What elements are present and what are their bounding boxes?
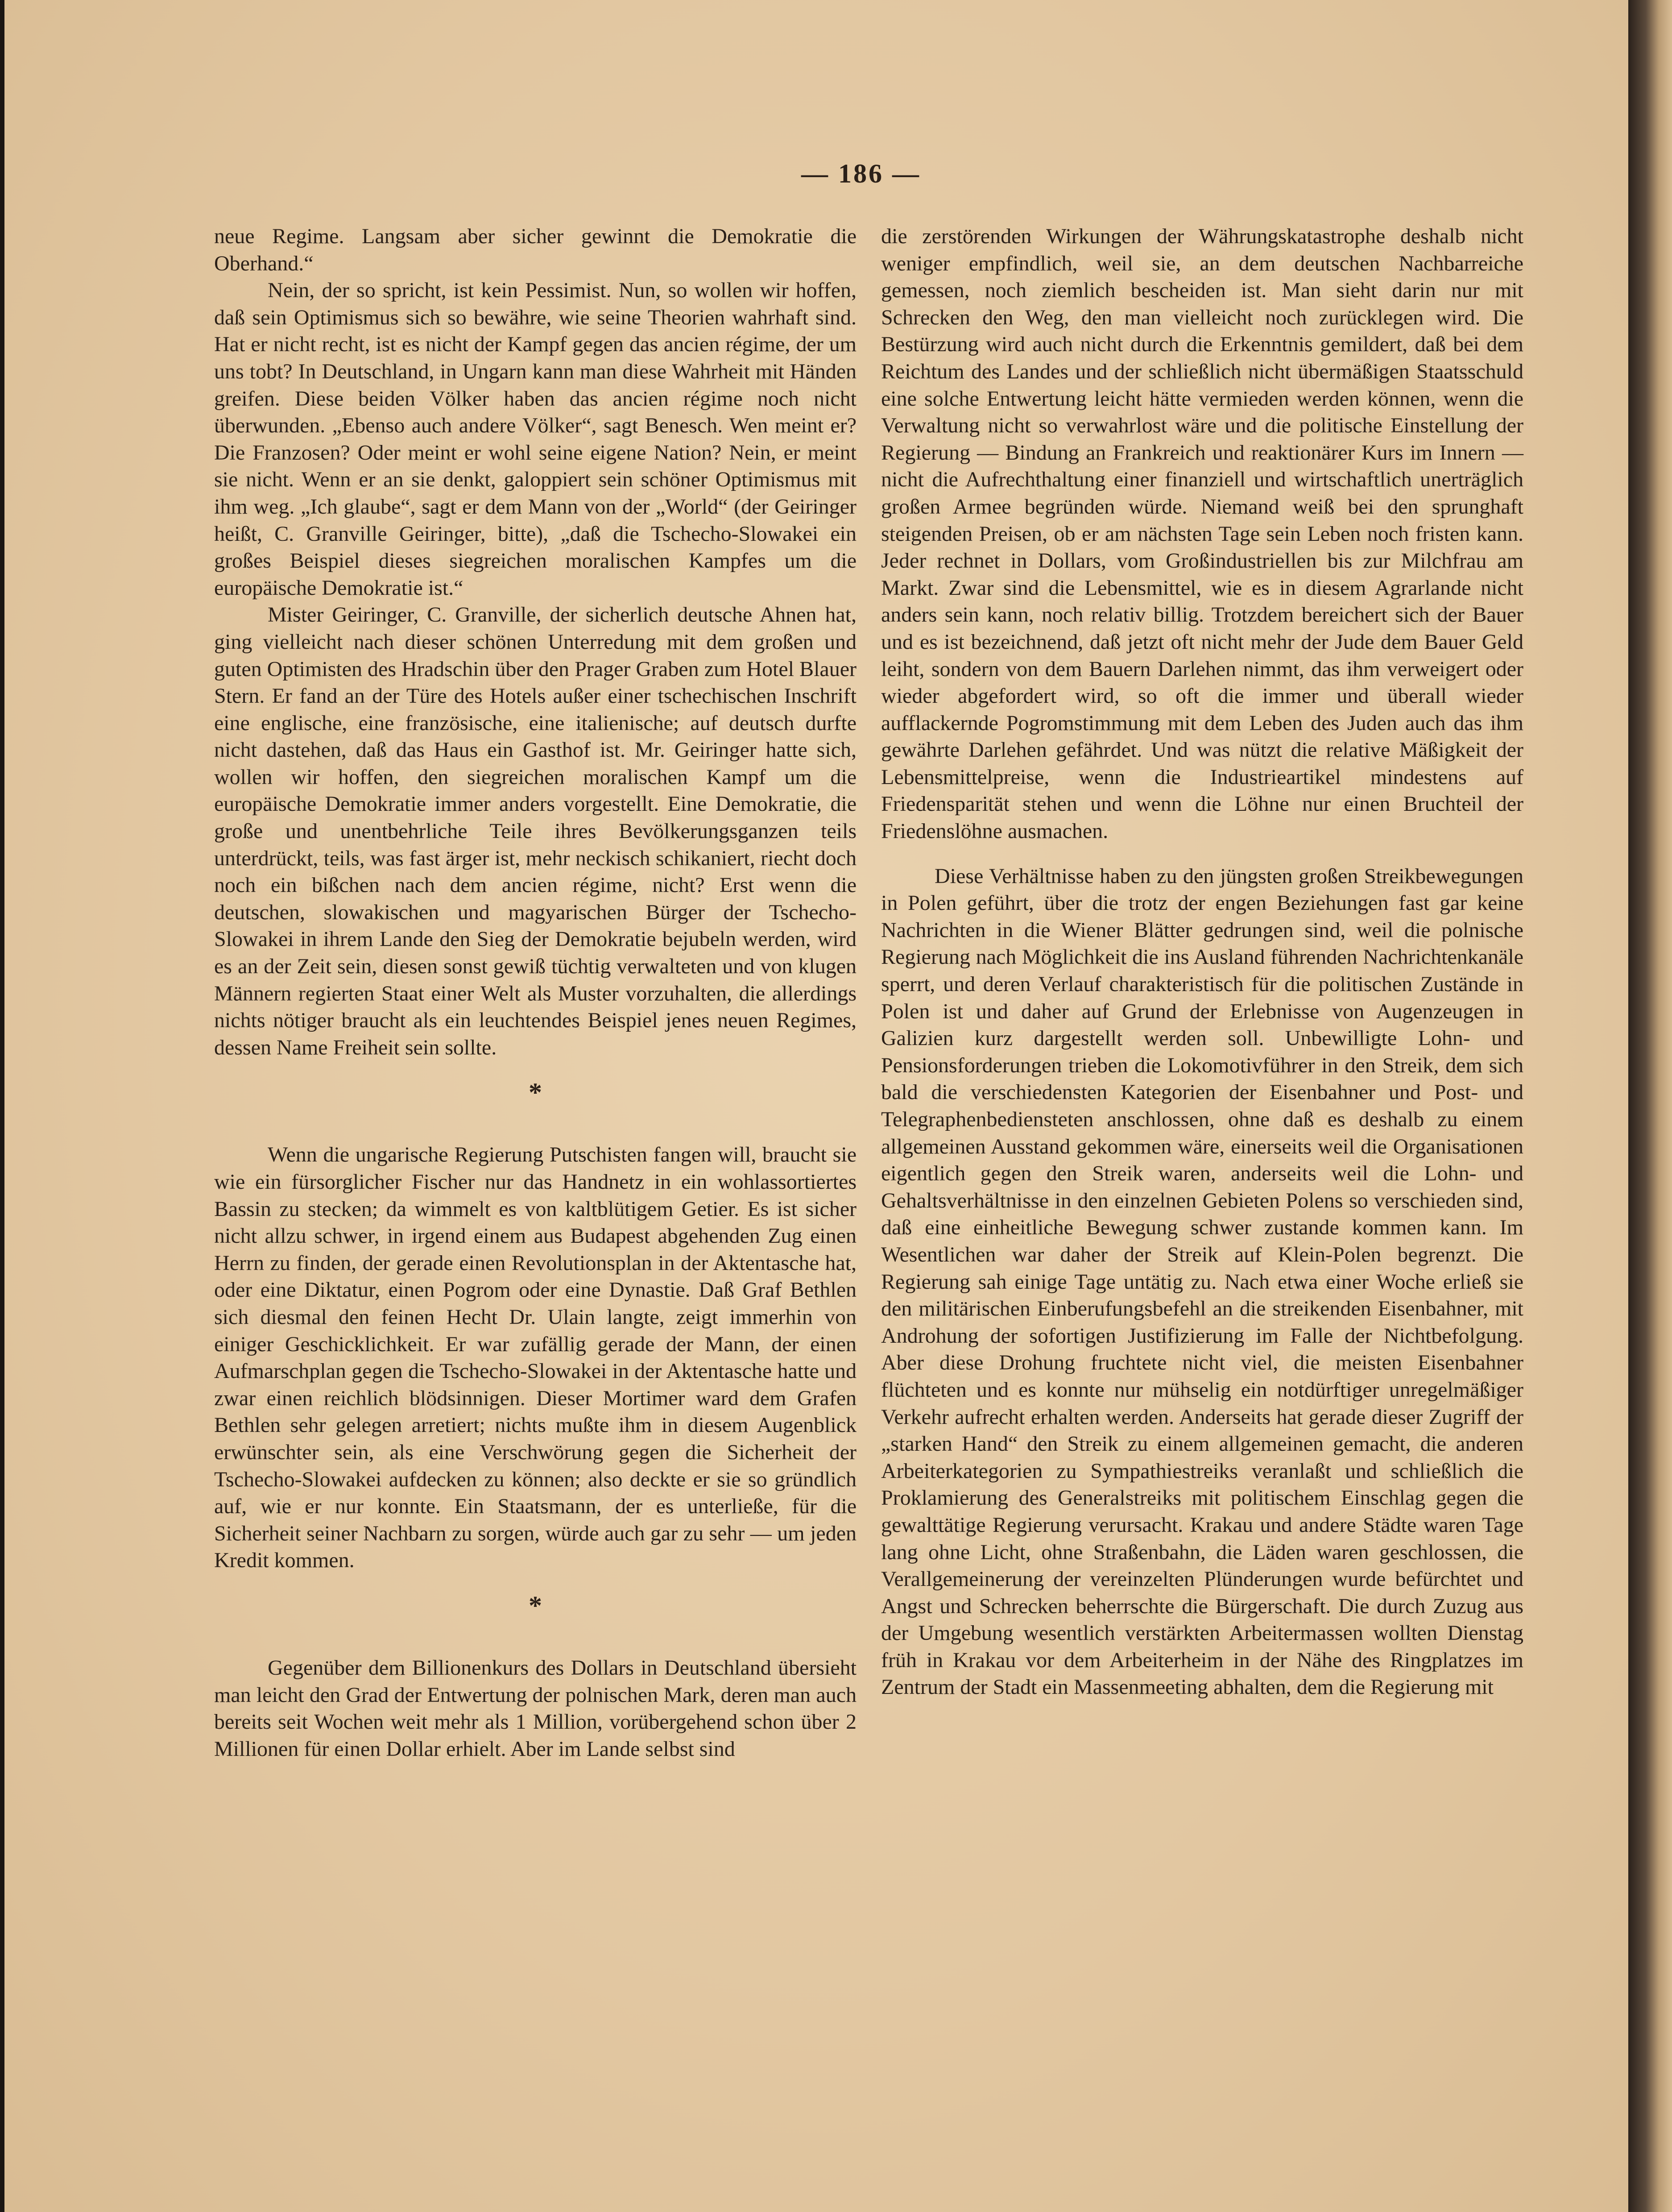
section-separator: * [529, 1590, 542, 1620]
left-column [214, 223, 857, 1763]
right-column [881, 223, 1523, 1701]
document-page [4, 0, 1628, 2212]
book-spine [1628, 0, 1672, 2212]
paragraph: Gegenüber dem Billionenkurs des Dollars in Deutschland übersieht man leicht den Grad der Entwertung der polnischen Mark, deren man auch bereits seit Wochen weit mehr als 1 Million, vorübergehend schon über 2 Millionen für einen Dollar erhielt. Aber im Lande selbst sind [214, 1656, 857, 1761]
page-number: — 186 — [801, 159, 921, 188]
paragraph: Mister Geiringer, C. Granville, der sicherlich deutsche Ahnen hat, ging vielleicht nach dieser schönen Unterredung mit dem großen und guten Optimisten des Hradschin über den Prager Graben zum Hotel Blauer Stern. Er fand an der Türe des Hotels außer einer tschechischen Inschrift eine englische, eine französische, eine italienische; auf deutsch durfte nicht dastehen, daß das Haus ein Gasthof ist. Mr. Geiringer hatte sich, wollen wir hoffen, den siegreichen moralischen Kampf um die europäische Demokratie immer anders vorgestellt. Eine Demokratie, die große und unentbehrliche Teile ihres Bevölkerungsganzen teils unterdrückt, teils, was fast ärger ist, mehr neckisch schikaniert, riecht doch noch ein bißchen nach dem ancien régime, nicht? Erst wenn die deutschen, slowakischen und magyarischen Bürger der Tschecho-Slowakei in ihrem Lande den Sieg der Demokratie bejubeln werden, wird es an der Zeit sein, diesen sonst gewiß tüchtig verwalteten und von klugen Männern regierten Staat einer Welt als Muster vorzuhalten, die allerdings nichts nötiger braucht als ein leuchtendes Beispiel jenes neuen Regimes, dessen Name Freiheit sein sollte. [214, 603, 857, 1059]
paragraph: Diese Verhältnisse haben zu den jüngsten großen Streikbewegungen in Polen geführt, über die trotz der engen Beziehungen fast gar keine Nachrichten in die Wiener Blätter gedrungen sind, weil die polnische Regierung nach Möglichkeit die ins Ausland führenden Nachrichtenkanäle sperrt, und deren Verlauf charakteristisch für die politischen Zustände in Polen ist und daher auf Grund der Erlebnisse von Augenzeugen in Galizien kurz dargestellt werden soll. Unbewilligte Lohn- und Pensionsforderungen trieben die Lokomotivführer in den Streik, dem sich bald die verschiedensten Kategorien der Eisenbahner und Post- und Telegraphenbediensteten anschlossen, ohne daß es deshalb zu einem allgemeinen Ausstand gekommen wäre, einerseits weil die Organisationen eigentlich gegen den Streik waren, anderseits weil die Lohn- und Gehaltsverhältnisse in den einzelnen Gebieten Polens so verschieden sind, daß eine einheitliche Bewegung schwer zustande kommen kann. Im Wesentlichen war daher der Streik auf Klein-Polen begrenzt. Die Regierung sah einige Tage untätig zu. Nach etwa einer Woche erließ sie den militärischen Einberufungsbefehl an die streikenden Eisenbahner, mit Androhung der sofortigen Justifizierung im Falle der Nichtbefolgung. Aber diese Drohung fruchtete nicht viel, die meisten Eisenbahner flüchteten und es konnte nur mühselig ein notdürftiger unregelmäßiger Verkehr aufrecht erhalten werden. Anderseits hat gerade dieser Zugriff der „starken Hand“ den Streik zu einem allgemeinen gemacht, die anderen Arbeiterkategorien zu Sympathiestreiks veranlaßt und schließlich die Proklamierung des Generalstreiks mit politischem Einschlag gegen die gewalttätige Regierung verursacht. Krakau und andere Städte waren Tage lang ohne Licht, ohne Straßenbahn, die Läden waren geschlossen, die Verallgemeinerung der vereinzelten Plünderungen wurde befürchtet und Angst und Schrecken beherrschte die Bürgerschaft. Die durch Zuzug aus der Umgebung wesentlich verstärkten Arbeitermassen wollten Dienstag früh in Krakau vor dem Arbeiterheim in der Nähe des Ringplatzes im Zentrum der Stadt ein Massenmeeting abhalten, dem die Regierung mit [881, 864, 1523, 1699]
paragraph: die zerstörenden Wirkungen der Währungskatastrophe deshalb nicht weniger empfindlich, weil sie, an dem deutschen Nachbarreiche gemessen, noch ziemlich bescheiden ist. Man sieht darin nur mit Schrecken den Weg, den man vielleicht noch zurücklegen wird. Die Bestürzung wird auch nicht durch die Erkenntnis gemildert, daß bei dem Reichtum des Landes und der schließlich nicht übermäßigen Staatsschuld eine solche Entwertung leicht hätte vermieden werden können, wenn die Verwaltung nicht so verwahrlost wäre und die politische Einstellung der Regierung — Bindung an Frankreich und reaktionärer Kurs im Innern — nicht die Aufrechthaltung einer finanziell und wirtschaftlich unerträglich großen Armee begründen würde. Niemand weiß bei den sprunghaft steigenden Preisen, ob er am nächsten Tage sein Leben noch fristen kann. Jeder rechnet in Dollars, vom Großindustriellen bis zur Milchfrau am Markt. Zwar sind die Lebensmittel, wie es in diesem Agrarlande nicht anders sein kann, noch relativ billig. Trotzdem bereichert sich der Bauer und es ist bezeichnend, daß jetzt oft nicht mehr der Jude dem Bauer Geld leiht, sondern von dem Bauern Darlehen nimmt, das ihm verweigert oder wieder abgefordert wird, so oft die immer und überall wieder aufflackernde Pogromstimmung mit dem Leben des Juden auch das ihm gewährte Darlehen gefährdet. Und was nützt die relative Mäßigkeit der Lebensmittelpreise, wenn die Industrieartikel mindestens auf Friedensparität stehen und wenn die Löhne nur einen Bruchteil der Friedenslöhne ausmachen. [881, 224, 1523, 843]
section-separator: * [529, 1078, 542, 1108]
paragraph: Nein, der so spricht, ist kein Pessimist. Nun, so wollen wir hoffen, daß sein Optimismus sich so bewähre, wie seine Theorien wahrhaft sind. Hat er nicht recht, ist es nicht der Kampf gegen das ancien régime, der um uns tobt? In Deutschland, in Ungarn kann man diese Wahrheit mit Händen greifen. Diese beiden Völker haben das ancien régime noch nicht überwunden. „Ebenso auch andere Völker“, sagt Benesch. Wen meint er? Die Franzosen? Oder meint er wohl seine eigene Nation? Nein, er meint sie nicht. Wenn er an sie denkt, galoppiert sein schöner Optimismus mit ihm weg. „Ich glaube“, sagt er dem Mann von der „World“ (der Geiringer heißt, C. Granville Geiringer, bitte), „daß die Tschecho-Slowakei ein großes Beispiel dieses siegreichen moralischen Kampfes um die europäische Demokratie ist.“ [214, 278, 857, 600]
paragraph: neue Regime. Langsam aber sicher gewinnt die Demokratie die Oberhand.“ [214, 224, 857, 275]
paragraph: Wenn die ungarische Regierung Putschisten fangen will, braucht sie wie ein fürsorglicher Fischer nur das Handnetz in ein wohlassortiertes Bassin zu stecken; da wimmelt es von kaltblütigem Getier. Es ist sicher nicht allzu schwer, in irgend einem aus Budapest abgehenden Zug einen Herrn zu finden, der gerade einen Revolutionsplan in der Aktentasche hat, oder eine Diktatur, einen Pogrom oder eine Dynastie. Daß Graf Bethlen sich diesmal den feinen Hecht Dr. Ulain langte, zeigt immerhin von einiger Geschicklichkeit. Er war zufällig gerade der Mann, der einen Aufmarschplan gegen die Tschecho-Slowakei in der Aktentasche hatte und zwar einen reichlich blödsinnigen. Dieser Mortimer ward dem Grafen Bethlen sehr gelegen arretiert; nichts mußte ihm in diesem Augenblick erwünschter sein, als eine Verschwörung gegen die Sicherheit der Tschecho-Slowakei aufdecken zu können; also deckte er sie so gründlich auf, wie er nur konnte. Ein Staatsmann, der es unterließe, für die Sicherheit seiner Nachbarn zu sorgen, würde auch gar zu sehr — um jeden Kredit kommen. [214, 1143, 857, 1573]
